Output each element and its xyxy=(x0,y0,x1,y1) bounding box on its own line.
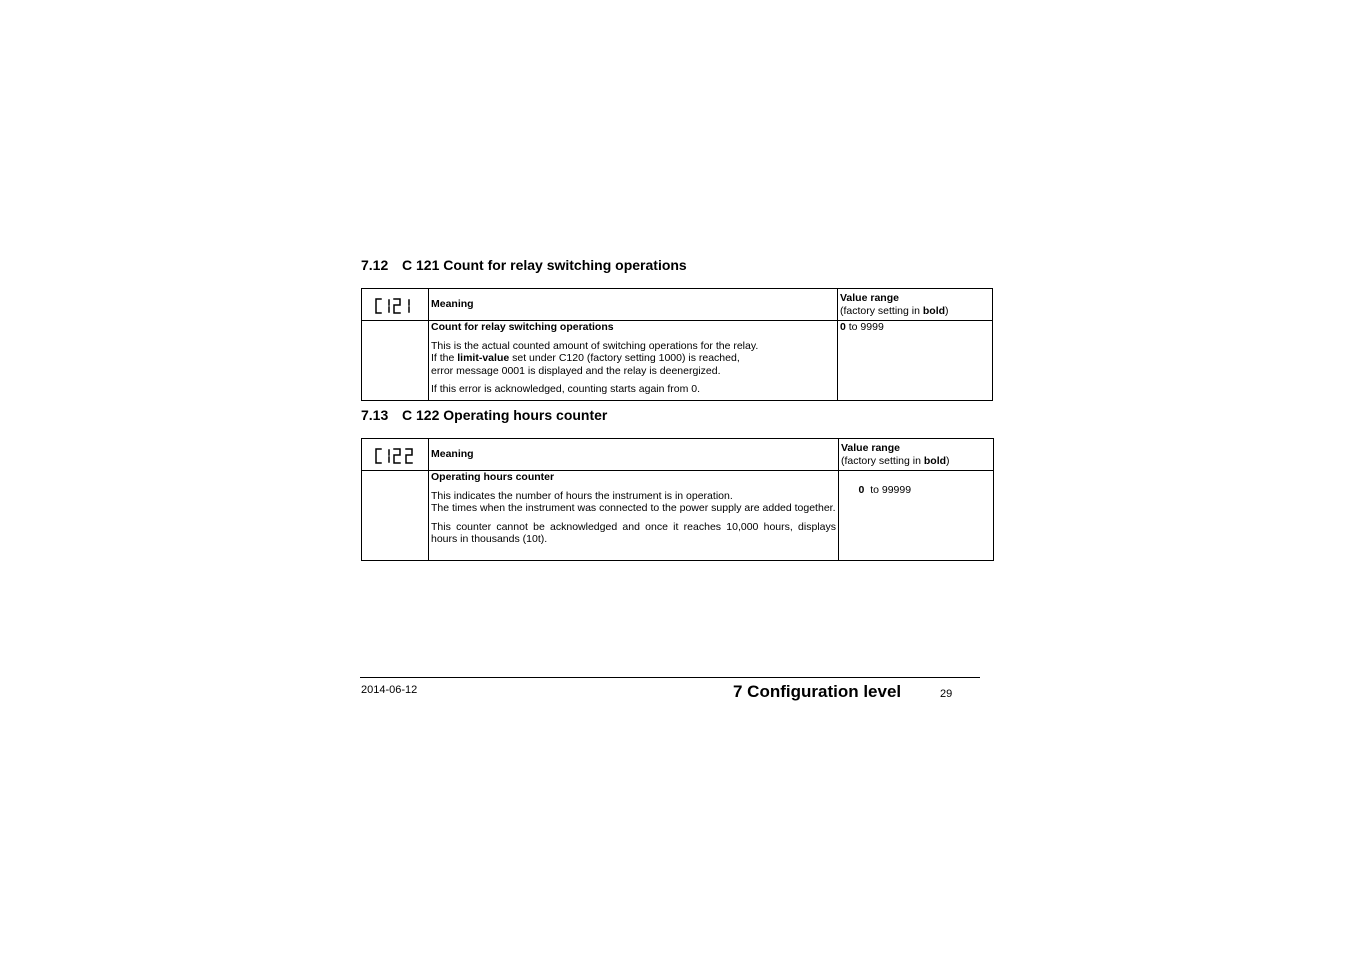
factory-setting-close: ) xyxy=(945,304,949,317)
range-text: to 9999 xyxy=(845,321,884,333)
seven-segment-display-c122 xyxy=(364,443,426,466)
acknowledge-paragraph: If this error is acknowledged, counting starts again from 0. xyxy=(431,383,701,395)
range-text: to 99999 xyxy=(864,483,912,496)
description-line: error message 0001 is displayed and the relay is deenergized. xyxy=(431,364,721,377)
footer-divider xyxy=(360,677,980,678)
value-range-label: Value range xyxy=(841,442,900,454)
empty-code-cell xyxy=(362,321,429,401)
section-heading-7-12 xyxy=(361,257,687,273)
value-range-label: Value range xyxy=(840,292,899,304)
seven-segment-icon xyxy=(374,296,416,316)
value-range-header xyxy=(839,439,994,471)
factory-setting-close: ) xyxy=(946,454,950,467)
description-paragraph xyxy=(431,340,835,378)
meaning-header: Meaning xyxy=(429,289,838,321)
value-range-cell xyxy=(838,321,993,401)
section-number: 7.12 xyxy=(361,257,389,273)
meaning-cell xyxy=(429,471,839,561)
page-number: 29 xyxy=(940,688,953,700)
section-title: C 121 Count for relay switching operations xyxy=(402,257,687,273)
footer-chapter-title: 7 Configuration level xyxy=(733,682,902,701)
acknowledge-paragraph: This counter cannot be acknowledged and once it reaches 10,000 hours, displays hours in thousands (10t). xyxy=(431,520,836,545)
parameter-table-c122 xyxy=(361,438,994,561)
value-range-header xyxy=(838,289,993,321)
empty-code-cell xyxy=(362,471,429,561)
limit-value-term: limit-value xyxy=(457,352,510,364)
seven-segment-display-c121 xyxy=(364,293,426,316)
footer-date: 2014-06-12 xyxy=(361,684,418,696)
description-paragraph xyxy=(431,490,836,515)
meaning-header: Meaning xyxy=(429,439,839,471)
description-line: The times when the instrument was connected to the power supply are added together. xyxy=(431,502,836,514)
section-title: C 122 Operating hours counter xyxy=(402,407,608,423)
display-code-cell xyxy=(362,439,429,471)
parameter-table-c121 xyxy=(361,288,993,401)
factory-setting-bold: bold xyxy=(922,304,946,317)
section-heading-7-13 xyxy=(361,407,607,423)
meaning-cell xyxy=(429,321,838,401)
default-value: 0 xyxy=(840,321,846,333)
row-title: Operating hours counter xyxy=(431,471,555,483)
description-line: This is the actual counted amount of switching operations for the relay. xyxy=(431,339,759,352)
description-line: If the xyxy=(431,352,458,364)
factory-setting-bold: bold xyxy=(923,454,947,467)
factory-setting-note: (factory setting in xyxy=(841,454,924,467)
section-number: 7.13 xyxy=(361,407,389,423)
default-value: 0 xyxy=(858,483,865,496)
row-title: Count for relay switching operations xyxy=(431,321,614,333)
display-code-cell xyxy=(362,289,429,321)
value-range-cell xyxy=(839,471,994,561)
description-line: set under C120 (factory setting 1000) is reached, xyxy=(509,352,740,364)
factory-setting-note: (factory setting in xyxy=(840,304,923,317)
seven-segment-icon xyxy=(374,446,424,466)
description-line: This indicates the number of hours the instrument is in operation. xyxy=(431,489,733,502)
